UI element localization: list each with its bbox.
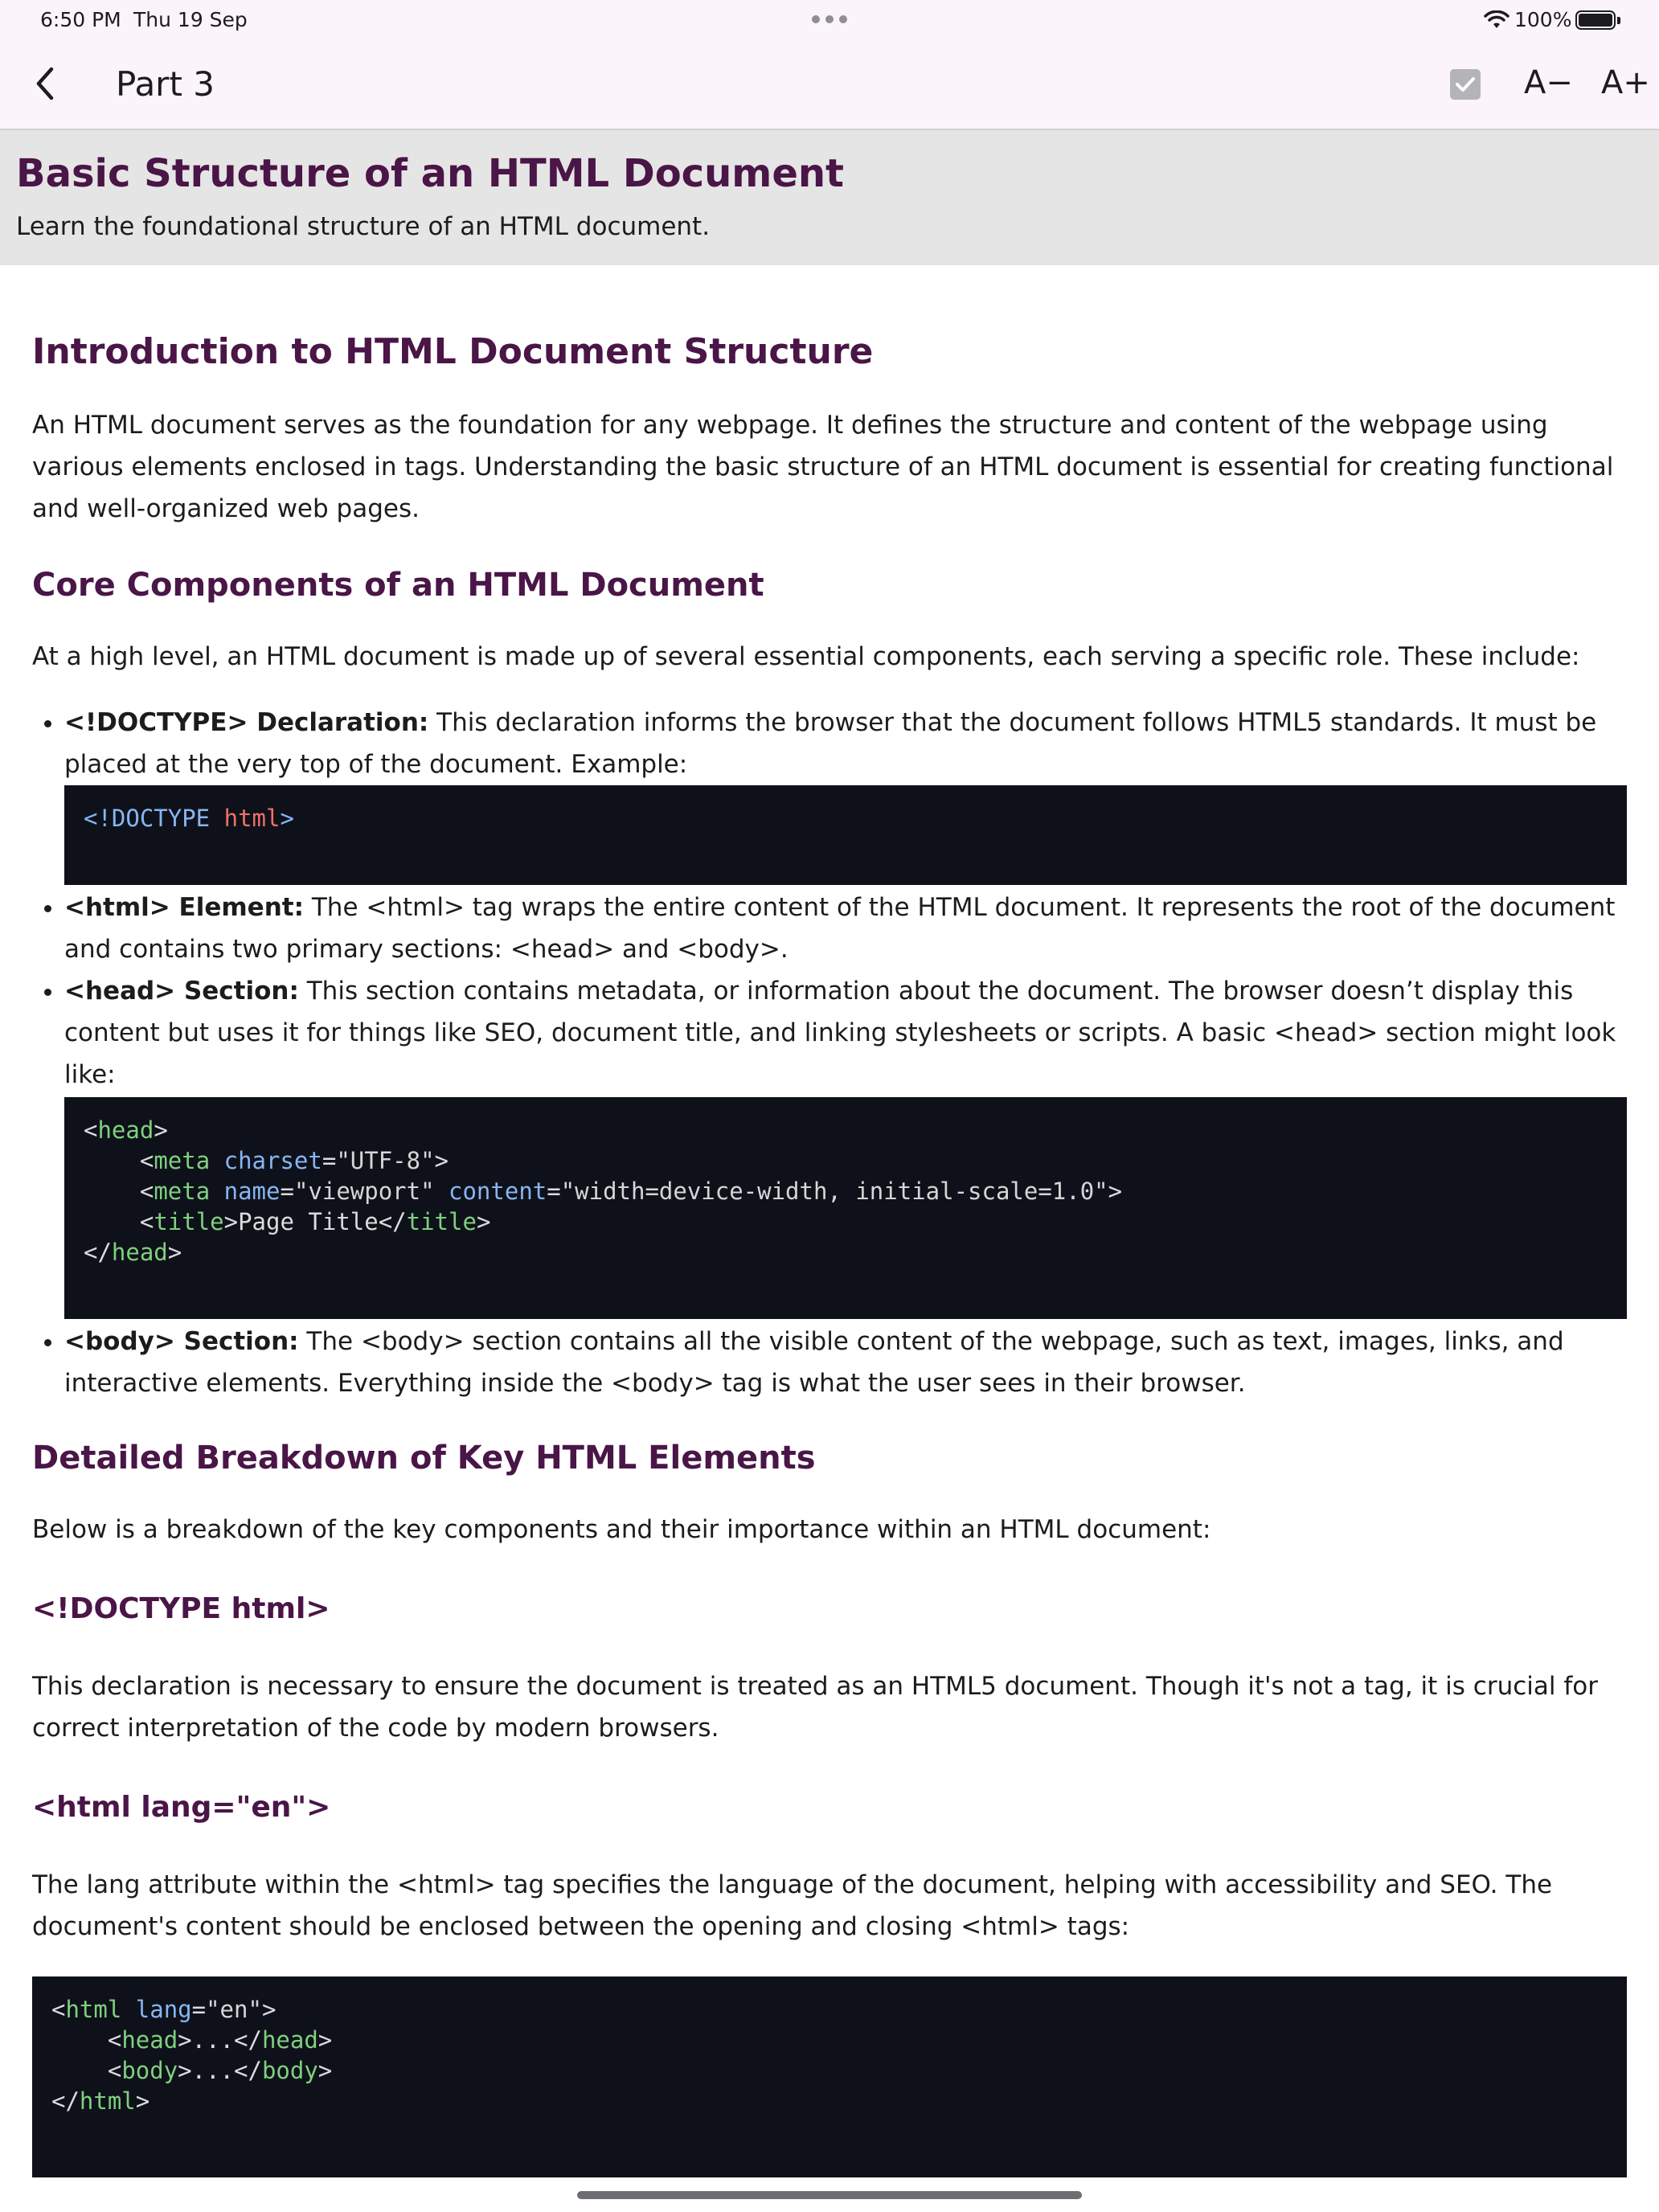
font-increase-button[interactable]: A+ (1601, 64, 1650, 101)
battery-percentage: 100% (1514, 8, 1572, 31)
code-token: > (476, 1208, 491, 1235)
code-token: <!DOCTYPE (84, 805, 224, 832)
core-components-list (32, 702, 1627, 785)
battery-tip (1617, 17, 1620, 24)
font-decrease-button[interactable]: A− (1524, 64, 1573, 101)
list-item-text: The <html> tag wraps the entire content of the HTML document. It represents the root of the document and contains two primary sections: <head> and <body>. (64, 893, 1616, 964)
code-block-head (64, 1097, 1627, 1319)
code-token: name (223, 1178, 281, 1205)
code-token: body (261, 2057, 318, 2084)
code-block-doctype (64, 785, 1627, 885)
code-token: "viewport" (293, 1178, 435, 1205)
code-token: "en" (206, 1996, 262, 2023)
list-item (64, 1321, 1627, 1404)
code-token: head (121, 2026, 178, 2054)
code-token: head (261, 2026, 318, 2054)
code-token: "UTF-8" (336, 1147, 435, 1174)
nav-title: Part 3 (116, 64, 215, 104)
code-token: > (178, 2026, 192, 2054)
section-heading-core: Core Components of an HTML Document (32, 567, 764, 604)
code-token: < (84, 1116, 98, 1144)
code-token: head (111, 1239, 168, 1266)
code-token: title (154, 1208, 224, 1235)
code-token: html (65, 1996, 122, 2023)
code-token: > (280, 805, 294, 832)
back-chevron-icon[interactable] (29, 63, 61, 104)
code-token: = (547, 1178, 561, 1205)
list-item-label: <body> Section: (64, 1327, 299, 1356)
code-token: </ (234, 2057, 262, 2084)
code-token: > (434, 1147, 449, 1174)
code-token: content (449, 1178, 547, 1205)
wifi-icon (1484, 10, 1509, 30)
page-title: Basic Structure of an HTML Document (16, 151, 844, 196)
code-token: > (317, 2057, 333, 2084)
list-item-text: The <body> section contains all the visible content of the webpage, such as text, images, links, and interactive elements. Everything inside the <body> tag is what the user sees in their browser. (64, 1327, 1564, 1398)
code-token: body (121, 2057, 178, 2084)
code-token: = (280, 1178, 294, 1205)
status-date: Thu 19 Sep (133, 8, 248, 31)
section-heading-intro: Introduction to HTML Document Structure (32, 331, 874, 372)
code-token: > (317, 2026, 333, 2054)
code-token: meta (154, 1147, 211, 1174)
code-token: > (223, 1208, 239, 1235)
code-block-html-lang (32, 1976, 1627, 2177)
paragraph-core: At a high level, an HTML document is made up of several essential components, each serving a specific role. These include: (32, 642, 1580, 671)
code-token: > (261, 1996, 276, 2023)
code-token: </ (234, 2026, 262, 2054)
list-item (64, 702, 1627, 785)
code-token: "width=device-width, initial-scale=1.0" (560, 1178, 1108, 1205)
article-content (32, 305, 1627, 2177)
code-token: html (79, 2087, 136, 2115)
subheading-doctype: <!DOCTYPE html> (32, 1592, 330, 1625)
checkbox-icon[interactable] (1450, 69, 1481, 100)
code-token: </ (84, 1239, 112, 1266)
home-indicator[interactable] (577, 2191, 1082, 2199)
core-components-list-end (32, 1321, 1627, 1404)
code-token: < (51, 1996, 66, 2023)
list-item (64, 970, 1627, 1096)
code-token: > (167, 1239, 182, 1266)
code-token: meta (154, 1178, 211, 1205)
section-heading-detail: Detailed Breakdown of Key HTML Elements (32, 1440, 816, 1477)
code-token: </ (378, 1208, 407, 1235)
code-token: Page Title (238, 1208, 379, 1235)
list-item-label: <html> Element: (64, 893, 304, 922)
page-subtitle: Learn the foundational structure of an HTML document. (16, 212, 711, 241)
code-token: < (139, 1147, 154, 1174)
code-token: head (97, 1116, 154, 1144)
code-token: ... (191, 2057, 235, 2084)
list-item-text: This declaration informs the browser that the document follows HTML5 standards. It must be placed at the very top of the document. Example: (64, 708, 1597, 779)
code-token: = (191, 1996, 207, 2023)
core-components-list-continued (32, 887, 1627, 1096)
code-token: title (406, 1208, 477, 1235)
code-token: = (322, 1147, 337, 1174)
paragraph-doctype: This declaration is necessary to ensure the document is treated as an HTML5 document. Though it's not a tag, it is crucial for correct interpretation of the code by modern browsers. (32, 1672, 1598, 1743)
paragraph-detail: Below is a breakdown of the key components and their importance within an HTML document: (32, 1515, 1211, 1544)
list-item-text: This section contains metadata, or information about the document. The browser doesn’t display this content but uses it for things like SEO, document title, and linking stylesheets or scripts. A basic <head> section might look like: (64, 977, 1616, 1089)
code-token: < (107, 2026, 122, 2054)
code-token: > (178, 2057, 192, 2084)
code-token: charset (223, 1147, 322, 1174)
list-item-label: <!DOCTYPE> Declaration: (64, 708, 429, 737)
code-token: > (1108, 1178, 1123, 1205)
code-token: html (223, 805, 281, 832)
code-token: </ (51, 2087, 80, 2115)
subheading-html-lang: <html lang="en"> (32, 1791, 331, 1824)
status-time: 6:50 PM (40, 8, 121, 31)
paragraph-html-lang: The lang attribute within the <html> tag specifies the language of the document, helping with accessibility and SEO. The document's content should be enclosed between the opening and closing <html> tags: (32, 1870, 1553, 1941)
status-bar (0, 8, 1659, 37)
code-token: < (139, 1178, 154, 1205)
paragraph-intro: An HTML document serves as the foundation for any webpage. It defines the structure and content of the webpage using various elements enclosed in tags. Understanding the basic structure of an HTML document is essential for creating functional and well-organized web pages. (32, 411, 1614, 523)
code-token: ... (191, 2026, 235, 2054)
battery-icon (1575, 10, 1616, 30)
code-token: lang (135, 1996, 192, 2023)
code-token: > (154, 1116, 168, 1144)
list-item (64, 887, 1627, 970)
list-item-label: <head> Section: (64, 977, 299, 1006)
top-bar (0, 0, 1659, 130)
code-token: < (107, 2057, 122, 2084)
code-token: < (139, 1208, 154, 1235)
code-token: > (135, 2087, 150, 2115)
multitasking-dots-icon[interactable] (812, 8, 847, 23)
